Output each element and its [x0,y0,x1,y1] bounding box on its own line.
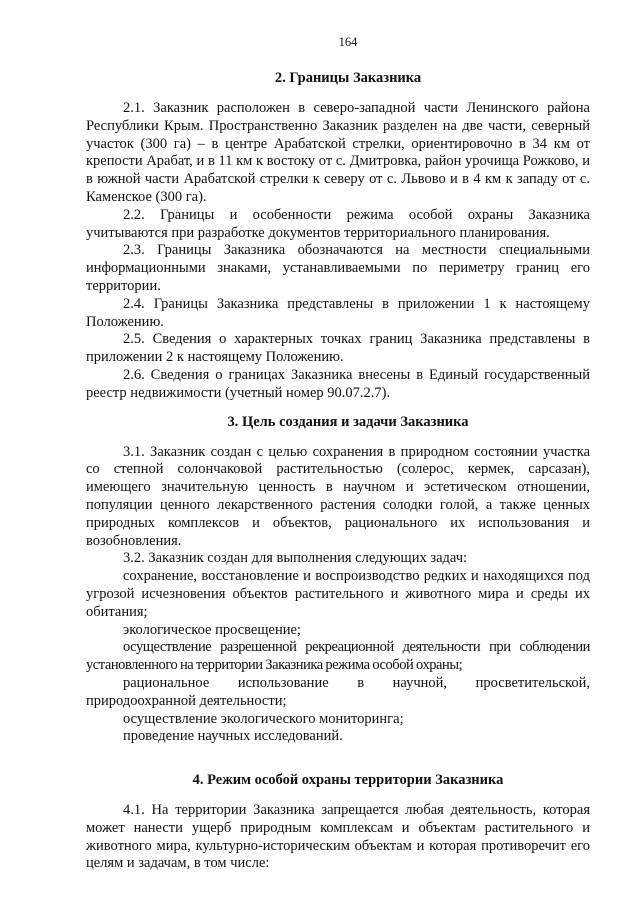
task-item: экологическое просвещение; [123,621,301,638]
task-item: проведение научных исследований. [123,728,343,745]
paragraph: 2.6. Сведения о границах Заказника внесены в Единый государственный реестр недвижимости (учетный номер 90.07.2.7). [86,366,590,401]
paragraph: 2.5. Сведения о характерных точках границ Заказника представлены в приложении 2 к настоящему Положению. [86,331,590,366]
paragraph: 2.3. Границы Заказника обозначаются на местности специальными информационными знаками, устанавливаемыми по периметру границ его территории. [86,242,590,294]
paragraph: 2.4. Границы Заказника представлены в приложении 1 к настоящему Положению. [86,295,590,330]
paragraph: 2.1. Заказник расположен в северо-западной части Ленинского района Республики Крым. Пространственно Заказник разделен на две части, северный участок (300 га) – в центре Арабатской стрелки, ориентировочно в 34 км от крепости Арабат, и в 11 км к востоку от с. Дмитровка, район урочища Рожково, и в южной части Арабатской стрелки к северу от с. Львово и в 4 км к западу от с. Каменское (300 га). [86,100,590,205]
section-title: 3. Цель создания и задачи Заказника [227,413,469,430]
paragraph: 2.2. Границы и особенности режима особой охраны Заказника учитываются при разработке документов территориального планирования. [86,206,590,241]
page-number: 164 [338,35,358,49]
task-item: сохранение, восстановление и воспроизводство редких и находящихся под угрозой исчезновения объектов растительного и животного мира и среды их обитания; [86,568,590,620]
task-item: осуществление разрешенной рекреационной деятельности при соблюдении установленного на территории Заказника режима особой охраны; [86,639,590,674]
paragraph: 3.2. Заказник создан для выполнения следующих задач: [123,550,468,567]
section-borders [86,69,590,403]
section-protection-regime [86,771,590,873]
paragraph: 4.1. На территории Заказника запрещается любая деятельность, которая может нанести ущерб природным комплексам и объектам растительного и животного мира, культурно-историческим объектам и которая противоречит его целям и задачам, в том числе: [86,802,590,872]
section-title: 4. Режим особой охраны территории Заказника [192,772,504,789]
task-item: осуществление экологического мониторинга; [123,710,404,727]
section-title: 2. Границы Заказника [274,70,422,86]
section-goals [86,413,590,747]
paragraph: 3.1. Заказник создан с целью сохранения в природном состоянии участка со степной солончаковой растительностью (солерос, кермек, сарсазан), имеющего значительную ценность в научном и эстетическом отношении, популяции ценного лекарственного растения солодки голой, а также ценных природных комплексов и объектов, рационального их использования и возобновления. [86,443,590,549]
task-item: рациональное использование в научной, просветительской, природоохранной деятельности; [86,674,590,709]
